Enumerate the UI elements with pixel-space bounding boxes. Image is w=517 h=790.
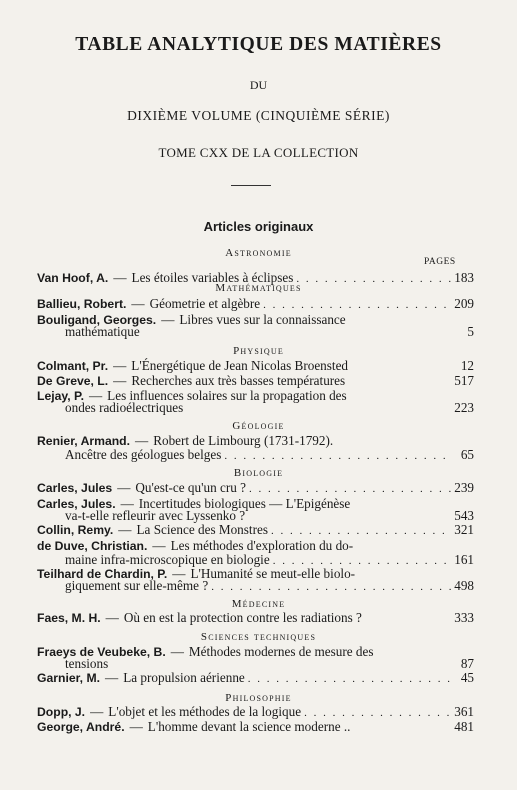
entry-page-number: 87 — [460, 656, 474, 671]
entry-author: Lejay, P. — [37, 389, 84, 403]
entry-title: L'homme devant la science moderne .. — [147, 719, 351, 734]
entry-author: Teilhard de Chardin, P. — [37, 567, 168, 581]
entry-separator: — — [131, 296, 145, 311]
entry-title-continuation: tensions — [65, 656, 109, 671]
entry-author: Carles, Jules. — [37, 497, 116, 511]
entry-title-continuation: va-t-elle refleurir avec Lyssenko ? — [65, 508, 246, 523]
category-heading-biologie: Biologie — [233, 467, 284, 479]
entry-separator: — — [113, 373, 127, 388]
category-heading-physique: Physique — [233, 345, 284, 357]
entry-title-continuation: Ancêtre des géologues belges — [65, 447, 222, 462]
category-heading-astronomie: Astronomie — [225, 247, 292, 259]
toc-entry — [37, 373, 474, 389]
entry-author: Carles, Jules — [37, 481, 113, 495]
entry-separator: — — [105, 670, 119, 685]
toc-entry — [37, 719, 474, 735]
entry-title-continuation: mathématique — [65, 324, 140, 339]
category-heading-medecine: Médecine — [231, 598, 286, 610]
dot-leader — [211, 580, 451, 595]
entry-page-number: 239 — [454, 480, 474, 495]
entry-page-number: 183 — [454, 270, 474, 285]
entry-author: Van Hoof, A. — [37, 271, 109, 285]
entry-page-number: 543 — [454, 508, 474, 523]
entry-page-number: 161 — [454, 552, 474, 567]
entry-title: L'Humanité se meut-elle biolo- — [190, 566, 356, 581]
toc-entry — [37, 522, 474, 539]
category-heading-sciences-techniques: Sciences techniques — [200, 631, 317, 643]
category-heading-geologie: Géologie — [232, 420, 285, 432]
entry-page-number: 12 — [460, 358, 474, 373]
entry-author: Ballieu, Robert. — [37, 297, 127, 311]
tome-subtitle: TOME CXX DE LA COLLECTION — [158, 145, 359, 160]
toc-entry-continuation — [65, 324, 474, 339]
entry-page-number: 333 — [454, 610, 474, 625]
entry-separator: — — [152, 538, 166, 553]
entry-title: L'objet et les méthodes de la logique — [108, 704, 302, 719]
entry-page-number: 5 — [467, 324, 474, 339]
dot-leader — [263, 298, 451, 313]
toc-entry — [37, 670, 474, 687]
dot-leader — [249, 482, 451, 497]
toc-entry — [37, 480, 474, 497]
entry-title: Les méthodes d'exploration du do- — [170, 538, 354, 553]
entry-separator: — — [172, 566, 186, 581]
volume-subtitle: DIXIÈME VOLUME (CINQUIÈME SÉRIE) — [127, 108, 390, 123]
dot-leader — [248, 672, 453, 687]
subtitle-du: DU — [249, 78, 268, 92]
entry-title: La Science des Monstres — [136, 522, 268, 537]
entry-page-number: 45 — [460, 670, 474, 685]
entry-title: Qu'est-ce qu'un cru ? — [135, 480, 246, 495]
entry-author: Dopp, J. — [37, 705, 86, 719]
entry-title: La propulsion aérienne — [123, 670, 245, 685]
toc-entry-continuation — [65, 508, 474, 523]
entry-page-number: 223 — [454, 400, 474, 415]
entry-page-number: 361 — [454, 704, 474, 719]
entry-title-continuation: ondes radioélectriques — [65, 400, 184, 415]
section-heading: Articles originaux — [203, 219, 314, 234]
entry-title-continuation: giquement sur elle-même ? — [65, 578, 209, 593]
page-title: TABLE ANALYTIQUE DES MATIÈRES — [75, 34, 442, 55]
entry-author: Bouligand, Georges. — [37, 313, 157, 327]
entry-separator: — — [129, 719, 143, 734]
entry-page-number: 498 — [454, 578, 474, 593]
entry-title: Robert de Limbourg (1731-1792). — [153, 433, 334, 448]
entry-author: Garnier, M. — [37, 671, 100, 685]
category-heading-philosophie: Philosophie — [225, 692, 292, 704]
entry-author: Fraeys de Veubeke, B. — [37, 645, 166, 659]
entry-separator: — — [113, 270, 127, 285]
entry-title: Libres vues sur la connaissance — [179, 312, 346, 327]
entry-separator: — — [88, 388, 103, 403]
divider — [231, 185, 271, 186]
entry-title: L'Énergétique de Jean Nicolas Broensted — [131, 358, 349, 373]
entry-page-number: 321 — [454, 522, 474, 537]
entry-author: Collin, Remy. — [37, 523, 114, 537]
entry-page-number: 65 — [460, 447, 474, 462]
category-heading-mathematiques: Mathématiques — [215, 282, 302, 294]
entry-title: Géometrie et algèbre — [149, 296, 261, 311]
dot-leader — [224, 449, 453, 464]
entry-title: Méthodes modernes de mesure des — [188, 644, 374, 659]
entry-separator: — — [90, 704, 104, 719]
entry-separator: — — [161, 312, 175, 327]
toc-entry-continuation — [65, 578, 474, 595]
entry-title: Où en est la protection contre les radiations ? — [123, 610, 362, 625]
toc-entry-continuation — [65, 656, 474, 671]
entry-title: Recherches aux très basses températures — [131, 373, 346, 388]
entry-separator: — — [117, 480, 131, 495]
entry-author: George, André. — [37, 720, 125, 734]
entry-page-number: 209 — [454, 296, 474, 311]
toc-entry — [37, 610, 474, 626]
toc-entry — [37, 296, 474, 313]
entry-separator: — — [135, 433, 149, 448]
entry-page-number: 517 — [454, 373, 474, 388]
toc-entry-continuation — [65, 447, 474, 464]
entry-page-number: 481 — [454, 719, 474, 734]
entry-title: Les influences solaires sur la propagation des — [107, 388, 347, 403]
entry-author: de Duve, Christian. — [37, 539, 148, 553]
entry-title-continuation: maine infra-microscopique en biologie — [65, 552, 270, 567]
entry-separator: — — [120, 496, 134, 511]
dot-leader — [271, 524, 451, 539]
entry-author: De Greve, L. — [37, 374, 109, 388]
entry-author: Colmant, Pr. — [37, 359, 109, 373]
entry-separator: — — [113, 358, 127, 373]
entry-author: Faes, M. H. — [37, 611, 101, 625]
entry-author: Renier, Armand. — [37, 434, 131, 448]
pages-column-label: PAGES — [424, 257, 456, 267]
entry-separator: — — [170, 644, 184, 659]
entry-title: Les étoiles variables à éclipses — [131, 270, 294, 285]
toc-entry — [37, 358, 474, 374]
entry-separator: — — [118, 522, 132, 537]
entry-title: Incertitudes biologiques — L'Epigénèse — [138, 496, 351, 511]
toc-entry-continuation — [65, 400, 474, 415]
entry-separator: — — [105, 610, 119, 625]
